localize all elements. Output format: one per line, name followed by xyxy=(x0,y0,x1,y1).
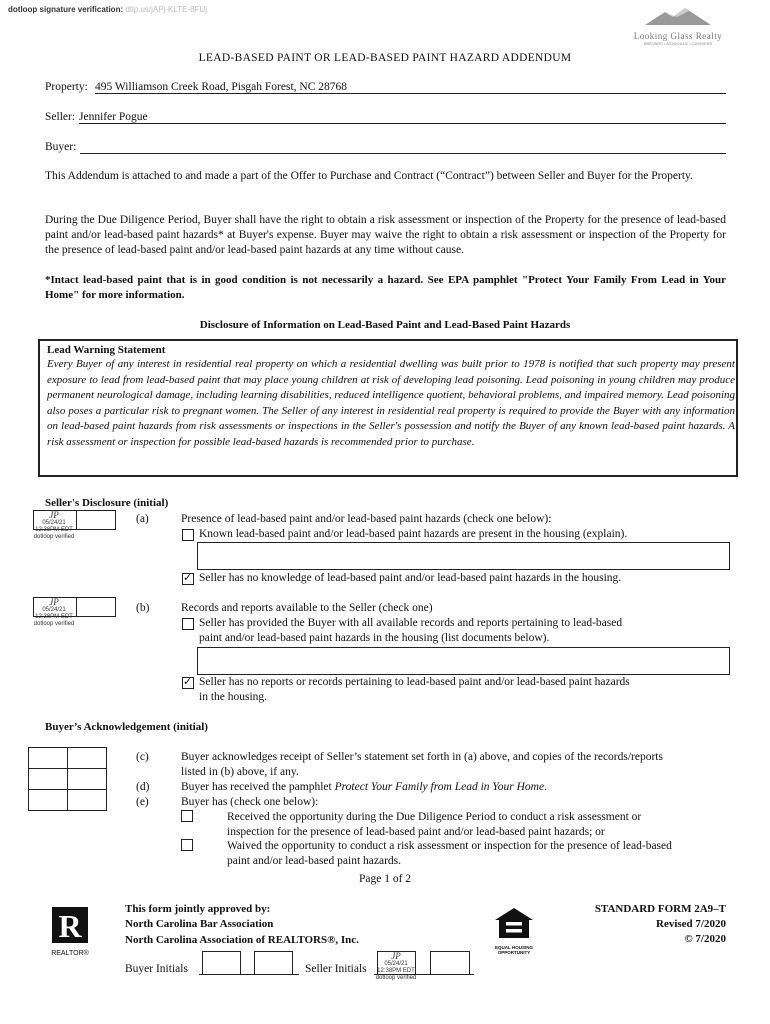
stamp-time: 12:38PM EDT xyxy=(35,527,73,533)
buyer-initial-c-2[interactable] xyxy=(67,747,107,769)
stamp-time: 12:38PM EDT xyxy=(377,968,415,974)
waived-opportunity-line1: Waived the opportunity to conduct a risk assessment or inspection for the presence of lead-based xyxy=(227,840,672,852)
seller-underline xyxy=(79,123,726,124)
realtor-r-icon xyxy=(50,905,90,945)
property-value[interactable]: 495 Williamson Creek Road, Pisgah Forest, NC 28768 xyxy=(95,81,347,93)
property-label: Property: xyxy=(45,81,88,93)
stamp-verified: dotloop verified xyxy=(33,534,75,540)
provided-records-option-line2: paint and/or lead-based paint hazards in the housing (list documents below). xyxy=(199,632,550,644)
item-b-text: Records and reports available to the Seller (check one) xyxy=(181,602,433,614)
waived-opportunity-checkbox[interactable] xyxy=(181,839,193,851)
signature-verification xyxy=(8,5,207,14)
stamp-time: 12:38PM EDT xyxy=(35,614,73,620)
disclosure-heading: Disclosure of Information on Lead-Based Paint and Lead-Based Paint Hazards xyxy=(199,319,571,331)
item-b-label: (b) xyxy=(136,602,150,614)
realtor-logo-label: REALTOR® xyxy=(51,950,89,957)
document-title: LEAD-BASED PAINT OR LEAD-BASED PAINT HAZARD ADDENDUM xyxy=(198,52,572,64)
seller-initial-box-b-2[interactable] xyxy=(76,597,116,617)
buyer-initials-label: Buyer Initials xyxy=(125,963,188,975)
buyers-ack-heading: Buyer’s Acknowledgement (initial) xyxy=(45,721,208,733)
documents-list-field[interactable] xyxy=(197,647,730,675)
stamp-verified: dotloop verified xyxy=(375,975,417,981)
no-reports-option-line2: in the housing. xyxy=(199,691,268,703)
buyer-initials-box-1[interactable] xyxy=(202,951,241,975)
no-reports-option-line1: Seller has no reports or records pertaining to lead-based paint and/or lead-based paint hazards xyxy=(199,676,630,688)
sellers-disclosure-heading: Seller's Disclosure (initial) xyxy=(45,497,169,509)
hazard-note: *Intact lead-based paint that is in good condition is not necessarily a hazard. See EPA pamphlet "Protect Your Family From Lead in Your Home" for more information. xyxy=(45,274,726,301)
mountain-logo-icon xyxy=(643,6,713,26)
form-number: STANDARD FORM 2A9–T xyxy=(594,903,726,915)
logo-name: Looking Glass Realty xyxy=(633,31,723,41)
item-d-text xyxy=(181,780,547,795)
buyer-initials-box-2[interactable] xyxy=(254,951,293,975)
item-d-suffix: . xyxy=(544,781,547,793)
verification-link[interactable]: dtlp.us/jAPj-KLTE-8FUj xyxy=(125,5,208,14)
copyright: © 7/2020 xyxy=(684,933,726,945)
stamp-date: 05/24/21 xyxy=(384,961,408,967)
nc-realtors: North Carolina Association of REALTORS®, Inc. xyxy=(125,934,359,946)
nc-bar: North Carolina Bar Association xyxy=(125,918,274,930)
seller-label: Seller: xyxy=(45,111,76,123)
property-underline xyxy=(95,93,726,94)
seller-initials-label: Seller Initials xyxy=(305,963,367,975)
item-c-label: (c) xyxy=(136,751,149,763)
item-a-text: Presence of lead-based paint and/or lead-based paint hazards (check one below): xyxy=(181,513,552,525)
buyer-initial-d-1[interactable] xyxy=(28,768,68,790)
stamp-verified: dotloop verified xyxy=(33,621,75,627)
received-opportunity-checkbox[interactable] xyxy=(181,810,193,822)
eho-line2: OPPORTUNITY xyxy=(497,950,531,955)
due-diligence-paragraph: During the Due Diligence Period, Buyer shall have the right to obtain a risk assessment or inspection of the Property for the presence of lead-based paint and/or lead-based paint hazards* at Buyer's expense. Buyer may waive the right to obtain a risk assessment or inspection of the Property for the presence of lead-based paint and/or lead-based paint hazards at any time without cause. xyxy=(45,214,726,256)
explain-field[interactable] xyxy=(197,542,730,570)
buyer-underline xyxy=(80,153,726,154)
stamp-date: 05/24/21 xyxy=(42,520,66,526)
provided-records-option-line1: Seller has provided the Buyer with all available records and reports pertaining to lead-based xyxy=(199,617,623,629)
item-d-label: (d) xyxy=(136,781,150,793)
lead-warning-heading: Lead Warning Statement xyxy=(47,344,166,356)
received-opportunity-line2: inspection for the presence of lead-based paint and/or lead-based paint hazards; or xyxy=(227,826,605,838)
eho-line1: EQUAL HOUSING xyxy=(495,945,533,950)
stamp-initials: JP xyxy=(49,597,59,607)
provided-records-checkbox[interactable] xyxy=(182,618,194,630)
equal-housing-icon xyxy=(493,906,535,940)
svg-text:R: R xyxy=(58,908,82,944)
verification-label: dotloop signature verification: xyxy=(8,5,124,14)
no-reports-checkbox[interactable] xyxy=(182,677,194,689)
received-opportunity-line1: Received the opportunity during the Due Diligence Period to conduct a risk assessment or xyxy=(227,811,642,823)
no-knowledge-option: Seller has no knowledge of lead-based paint and/or lead-based paint hazards in the housing. xyxy=(199,572,622,584)
seller-initials-box-2[interactable] xyxy=(430,951,470,975)
intro-paragraph: This Addendum is attached to and made a part of the Offer to Purchase and Contract (“Contract”) between Seller and Buyer for the Property. xyxy=(45,170,693,182)
known-lead-option: Known lead-based paint and/or lead-based paint hazards are present in the housing (explain). xyxy=(199,528,628,540)
item-d-prefix: Buyer has received the pamphlet xyxy=(181,781,335,793)
no-knowledge-checkbox[interactable] xyxy=(182,573,194,585)
approved-by: This form jointly approved by: xyxy=(125,903,271,915)
equal-housing-logo xyxy=(490,906,538,955)
realtor-logo xyxy=(48,905,92,957)
buyer-initial-e-2[interactable] xyxy=(67,789,107,811)
buyer-label: Buyer: xyxy=(45,141,77,153)
buyer-initial-c-1[interactable] xyxy=(28,747,68,769)
item-c-text-line2: listed in (b) above, if any. xyxy=(181,766,299,778)
item-c-text-line1: Buyer acknowledges receipt of Seller’s statement set forth in (a) above, and copies of the records/reports xyxy=(181,751,663,763)
pamphlet-title: Protect Your Family from Lead in Your Home xyxy=(334,781,545,793)
waived-opportunity-line2: paint and/or lead-based paint hazards. xyxy=(227,855,402,867)
dotloop-stamp-footer xyxy=(368,951,424,982)
lead-warning-text: Every Buyer of any interest in residential real property on which a residential dwelling was built prior to 1978 is notified that such property may present exposure to lead from lead-based paint that may place young children at risk of developing lead poisoning. Lead poisoning in young children may produce permanent neurological damage, including learning disabilities, reduced intelligence quotient, behavioral problems, and impaired memory. Lead poisoning also poses a particular risk to pregnant women. The Seller of any interest in residential real property is required to provide the Buyer with any information on lead-based paint hazards from risk assessments or inspections in the Seller's possession and notify the Buyer of any known lead-based paint hazards. A risk assessment or inspection for possible lead-based hazards is recommended prior to purchase. xyxy=(47,358,735,448)
brokerage-logo xyxy=(628,6,728,46)
known-lead-checkbox[interactable] xyxy=(182,529,194,541)
item-e-text: Buyer has (check one below): xyxy=(181,796,319,808)
page-number: Page 1 of 2 xyxy=(358,873,412,885)
seller-initial-box-a-2[interactable] xyxy=(76,510,116,530)
revised-date: Revised 7/2020 xyxy=(656,918,726,930)
stamp-initials: JP xyxy=(391,951,401,961)
logo-subtitle: BREVARD • ASHEVILLE • CASHIERS xyxy=(643,41,713,46)
seller-value[interactable]: Jennifer Pogue xyxy=(79,111,148,123)
item-e-label: (e) xyxy=(136,796,149,808)
dotloop-stamp-b xyxy=(28,597,80,628)
item-a-label: (a) xyxy=(136,513,149,525)
stamp-date: 05/24/21 xyxy=(42,607,66,613)
stamp-initials: JP xyxy=(49,510,59,520)
buyer-initial-e-1[interactable] xyxy=(28,789,68,811)
dotloop-stamp-a xyxy=(28,510,80,541)
buyer-initial-d-2[interactable] xyxy=(67,768,107,790)
